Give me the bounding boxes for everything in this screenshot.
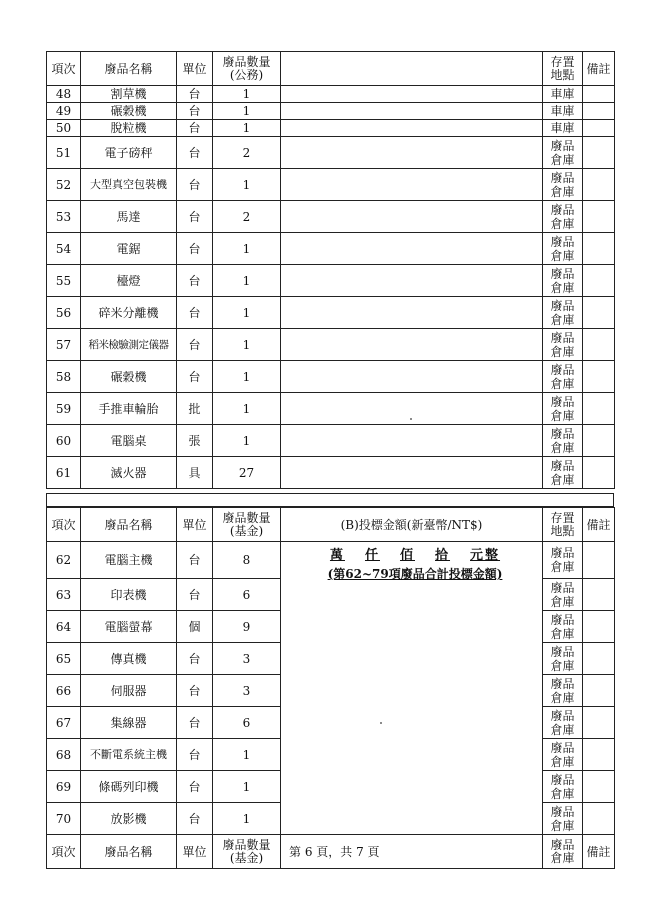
header-unit: 單位 (177, 52, 213, 86)
item-location (543, 803, 583, 835)
blank-cell (281, 297, 543, 329)
header-row-b (47, 508, 615, 542)
header-name: 廢品名稱 (81, 52, 177, 86)
item-location (543, 265, 583, 297)
item-location (543, 297, 583, 329)
location-line2: 倉庫 (550, 786, 575, 801)
item-name: 脫粒機 (81, 120, 177, 137)
item-quantity: 6 (213, 707, 281, 739)
item-remark (583, 103, 615, 120)
section-separator (46, 493, 614, 507)
location-line1: 廢品 (550, 740, 575, 755)
item-quantity: 1 (213, 103, 281, 120)
item-unit: 台 (177, 137, 213, 169)
location-line2: 倉庫 (550, 472, 575, 487)
header-location (543, 52, 583, 86)
table-row (47, 265, 615, 297)
location-line2: 倉庫 (550, 408, 575, 423)
item-unit: 台 (177, 169, 213, 201)
item-unit: 批 (177, 393, 213, 425)
location-line2: 倉庫 (550, 216, 575, 231)
item-location (543, 739, 583, 771)
item-unit: 台 (177, 579, 213, 611)
item-location (543, 542, 583, 579)
location-line2: 倉庫 (550, 594, 575, 609)
bid-amount-title: (B)投標金額(新臺幣/NT$) (281, 508, 543, 542)
item-remark (583, 675, 615, 707)
item-no: 50 (47, 120, 81, 137)
item-no: 64 (47, 611, 81, 643)
location-line1: 廢品 (550, 330, 575, 345)
item-unit: 台 (177, 120, 213, 137)
item-name: 印表機 (81, 579, 177, 611)
blank-cell (281, 425, 543, 457)
blank-cell (281, 169, 543, 201)
item-quantity: 3 (213, 675, 281, 707)
item-location (543, 86, 583, 103)
item-name: 放影機 (81, 803, 177, 835)
item-no: 66 (47, 675, 81, 707)
item-name: 不斷電系統主機 (81, 739, 177, 771)
location-line2: 倉庫 (550, 722, 575, 737)
item-location (543, 201, 583, 233)
item-name: 條碼列印機 (81, 771, 177, 803)
bid-amount-note: (第62~79項廢品合計投標金額) (327, 567, 503, 581)
item-location (543, 393, 583, 425)
item-quantity: 6 (213, 579, 281, 611)
blank-cell (281, 86, 543, 103)
bid-unit-yuan: 元整 (470, 548, 501, 563)
item-location (543, 169, 583, 201)
location-line1: 廢品 (550, 546, 575, 560)
item-location (543, 457, 583, 489)
item-name: 滅火器 (81, 457, 177, 489)
item-remark (583, 425, 615, 457)
item-name: 電腦主機 (81, 542, 177, 579)
bid-amount-cell (281, 542, 543, 835)
item-name: 電腦螢幕 (81, 611, 177, 643)
item-quantity: 1 (213, 86, 281, 103)
item-remark (583, 803, 615, 835)
item-unit: 台 (177, 771, 213, 803)
item-unit: 台 (177, 86, 213, 103)
item-quantity: 1 (213, 771, 281, 803)
item-remark (583, 86, 615, 103)
footer-name: 廢品名稱 (81, 835, 177, 869)
blank-cell (281, 103, 543, 120)
header-row (47, 52, 615, 86)
item-location (543, 137, 583, 169)
item-quantity: 1 (213, 120, 281, 137)
item-unit: 台 (177, 643, 213, 675)
item-no: 57 (47, 329, 81, 361)
location-line2: 倉庫 (550, 440, 575, 455)
item-remark (583, 579, 615, 611)
item-unit: 台 (177, 329, 213, 361)
item-remark (583, 120, 615, 137)
footer-qty-line2: (基金) (229, 850, 264, 865)
item-no: 55 (47, 265, 81, 297)
item-no: 67 (47, 707, 81, 739)
location-line2: 倉庫 (550, 376, 575, 391)
item-remark (583, 393, 615, 425)
scan-speck (410, 418, 412, 420)
item-unit: 台 (177, 707, 213, 739)
bid-unit-qian: 仟 (364, 548, 380, 563)
item-name: 傳真機 (81, 643, 177, 675)
item-location (543, 611, 583, 643)
table-row (47, 425, 615, 457)
table-row (47, 361, 615, 393)
item-remark (583, 297, 615, 329)
item-quantity: 27 (213, 457, 281, 489)
footer-no: 項次 (47, 835, 81, 869)
item-remark (583, 329, 615, 361)
header-qty-line1: 廢品數量 (222, 54, 271, 69)
item-unit: 台 (177, 542, 213, 579)
blank-cell (281, 137, 543, 169)
location-line1: 廢品 (550, 234, 575, 249)
location-line1: 廢品 (550, 202, 575, 217)
location-line2: 倉庫 (550, 560, 575, 574)
item-remark (583, 265, 615, 297)
blank-cell (281, 457, 543, 489)
item-quantity: 1 (213, 393, 281, 425)
item-name: 電鋸 (81, 233, 177, 265)
table-row (47, 393, 615, 425)
item-unit: 具 (177, 457, 213, 489)
bid-unit-wan: 萬 (329, 548, 345, 563)
item-unit: 台 (177, 361, 213, 393)
item-no: 54 (47, 233, 81, 265)
item-location (543, 329, 583, 361)
blank-cell (281, 329, 543, 361)
location-line2: 倉庫 (550, 626, 575, 641)
item-remark (583, 542, 615, 579)
location-line2: 倉庫 (550, 312, 575, 327)
header-qty-line1: 廢品數量 (222, 510, 271, 525)
location-line2: 倉庫 (550, 754, 575, 769)
location-line2: 倉庫 (550, 690, 575, 705)
header-qty (213, 508, 281, 542)
item-unit: 個 (177, 611, 213, 643)
header-qty-line2: (公務) (229, 67, 264, 82)
header-loc-line2: 地點 (550, 523, 575, 538)
footer-qty (213, 835, 281, 869)
scrap-table-a (46, 51, 615, 489)
item-unit: 台 (177, 201, 213, 233)
header-no: 項次 (47, 52, 81, 86)
item-quantity: 1 (213, 169, 281, 201)
item-unit: 台 (177, 739, 213, 771)
item-unit: 台 (177, 265, 213, 297)
item-no: 49 (47, 103, 81, 120)
item-location (543, 675, 583, 707)
item-quantity: 1 (213, 297, 281, 329)
item-name: 稻米檢驗測定儀器 (81, 329, 177, 361)
item-no: 62 (47, 542, 81, 579)
header-qty-line2: (基金) (229, 523, 264, 538)
item-no: 56 (47, 297, 81, 329)
table-row (47, 103, 615, 120)
header-loc-line1: 存置 (550, 54, 575, 69)
item-name: 碾穀機 (81, 361, 177, 393)
item-remark (583, 643, 615, 675)
item-quantity: 2 (213, 201, 281, 233)
footer-location (543, 835, 583, 869)
item-remark (583, 201, 615, 233)
item-location (543, 103, 583, 120)
item-remark (583, 169, 615, 201)
item-name: 大型真空包裝機 (81, 169, 177, 201)
blank-cell (281, 201, 543, 233)
item-name: 手推車輪胎 (81, 393, 177, 425)
location-line1: 廢品 (550, 644, 575, 659)
header-loc-line2: 地點 (550, 67, 575, 82)
location-line2: 倉庫 (550, 344, 575, 359)
header-remark: 備註 (583, 52, 615, 86)
location-line1: 廢品 (550, 580, 575, 595)
table-row (47, 329, 615, 361)
location-line2: 倉庫 (550, 152, 575, 167)
table-row (47, 233, 615, 265)
item-no: 69 (47, 771, 81, 803)
item-quantity: 8 (213, 542, 281, 579)
item-name: 伺服器 (81, 675, 177, 707)
item-remark (583, 611, 615, 643)
item-location (543, 771, 583, 803)
location-line1: 廢品 (550, 426, 575, 441)
header-remark: 備註 (583, 508, 615, 542)
location-line2: 倉庫 (550, 248, 575, 263)
item-location (543, 361, 583, 393)
table-row (47, 457, 615, 489)
item-no: 58 (47, 361, 81, 393)
blank-cell (281, 361, 543, 393)
header-location (543, 508, 583, 542)
blank-cell (281, 233, 543, 265)
table-row (47, 201, 615, 233)
footer-loc-line1: 廢品 (550, 837, 575, 852)
item-remark (583, 771, 615, 803)
item-location (543, 120, 583, 137)
item-no: 65 (47, 643, 81, 675)
item-unit: 台 (177, 297, 213, 329)
item-location (543, 233, 583, 265)
item-name: 碎米分離機 (81, 297, 177, 329)
item-no: 51 (47, 137, 81, 169)
item-no: 52 (47, 169, 81, 201)
table-row (47, 297, 615, 329)
item-quantity: 3 (213, 643, 281, 675)
item-no: 68 (47, 739, 81, 771)
header-loc-line1: 存置 (550, 510, 575, 525)
footer-row (47, 835, 615, 869)
location-line2: 倉庫 (550, 184, 575, 199)
location-line2: 倉庫 (550, 818, 575, 833)
item-no: 60 (47, 425, 81, 457)
item-quantity: 1 (213, 265, 281, 297)
item-quantity: 1 (213, 329, 281, 361)
footer-remark: 備註 (583, 835, 615, 869)
scan-speck (380, 722, 382, 724)
location-line1: 廢品 (550, 170, 575, 185)
item-name: 碾穀機 (81, 103, 177, 120)
location-line1: 廢品 (550, 612, 575, 627)
blank-cell (281, 120, 543, 137)
item-no: 61 (47, 457, 81, 489)
table-row (47, 86, 615, 103)
item-no: 70 (47, 803, 81, 835)
header-no: 項次 (47, 508, 81, 542)
header-blank (281, 52, 543, 86)
item-unit: 張 (177, 425, 213, 457)
location-line1: 廢品 (550, 772, 575, 787)
item-name: 電子磅秤 (81, 137, 177, 169)
location-line1: 廢品 (550, 676, 575, 691)
item-name: 集線器 (81, 707, 177, 739)
location-line1: 車庫 (550, 121, 575, 135)
item-unit: 台 (177, 803, 213, 835)
footer-unit: 單位 (177, 835, 213, 869)
item-remark (583, 457, 615, 489)
location-line2: 倉庫 (550, 280, 575, 295)
item-location (543, 707, 583, 739)
item-remark (583, 233, 615, 265)
item-name: 電腦桌 (81, 425, 177, 457)
item-no: 59 (47, 393, 81, 425)
location-line1: 廢品 (550, 298, 575, 313)
blank-cell (281, 265, 543, 297)
table-row (47, 120, 615, 137)
item-quantity: 1 (213, 361, 281, 393)
location-line2: 倉庫 (550, 658, 575, 673)
location-line1: 廢品 (550, 708, 575, 723)
table-row (47, 169, 615, 201)
item-quantity: 9 (213, 611, 281, 643)
header-unit: 單位 (177, 508, 213, 542)
item-quantity: 2 (213, 137, 281, 169)
item-location (543, 579, 583, 611)
footer-qty-line1: 廢品數量 (222, 837, 271, 852)
location-line1: 廢品 (550, 362, 575, 377)
location-line1: 廢品 (550, 804, 575, 819)
item-quantity: 1 (213, 233, 281, 265)
item-quantity: 1 (213, 803, 281, 835)
item-quantity: 1 (213, 739, 281, 771)
item-unit: 台 (177, 103, 213, 120)
item-name: 檯燈 (81, 265, 177, 297)
item-remark (583, 739, 615, 771)
header-qty (213, 52, 281, 86)
item-location (543, 425, 583, 457)
item-quantity: 1 (213, 425, 281, 457)
location-line1: 車庫 (550, 87, 575, 101)
item-name: 馬達 (81, 201, 177, 233)
page-number: 第 6 頁，共 7 頁 (281, 835, 543, 869)
item-remark (583, 137, 615, 169)
header-name: 廢品名稱 (81, 508, 177, 542)
footer-loc-line2: 倉庫 (550, 850, 575, 865)
item-no: 53 (47, 201, 81, 233)
bid-amount-units (284, 547, 546, 565)
bid-unit-bai: 佰 (399, 548, 415, 563)
item-location (543, 643, 583, 675)
item-no: 63 (47, 579, 81, 611)
location-line1: 廢品 (550, 266, 575, 281)
bid-unit-shi: 拾 (435, 548, 451, 563)
item-no: 48 (47, 86, 81, 103)
item-unit: 台 (177, 233, 213, 265)
location-line1: 廢品 (550, 138, 575, 153)
location-line1: 車庫 (550, 104, 575, 118)
item-remark (583, 707, 615, 739)
item-name: 割草機 (81, 86, 177, 103)
bid-amount-block (284, 547, 546, 583)
location-line1: 廢品 (550, 458, 575, 473)
table-row (47, 137, 615, 169)
item-unit: 台 (177, 675, 213, 707)
item-remark (583, 361, 615, 393)
location-line1: 廢品 (550, 394, 575, 409)
